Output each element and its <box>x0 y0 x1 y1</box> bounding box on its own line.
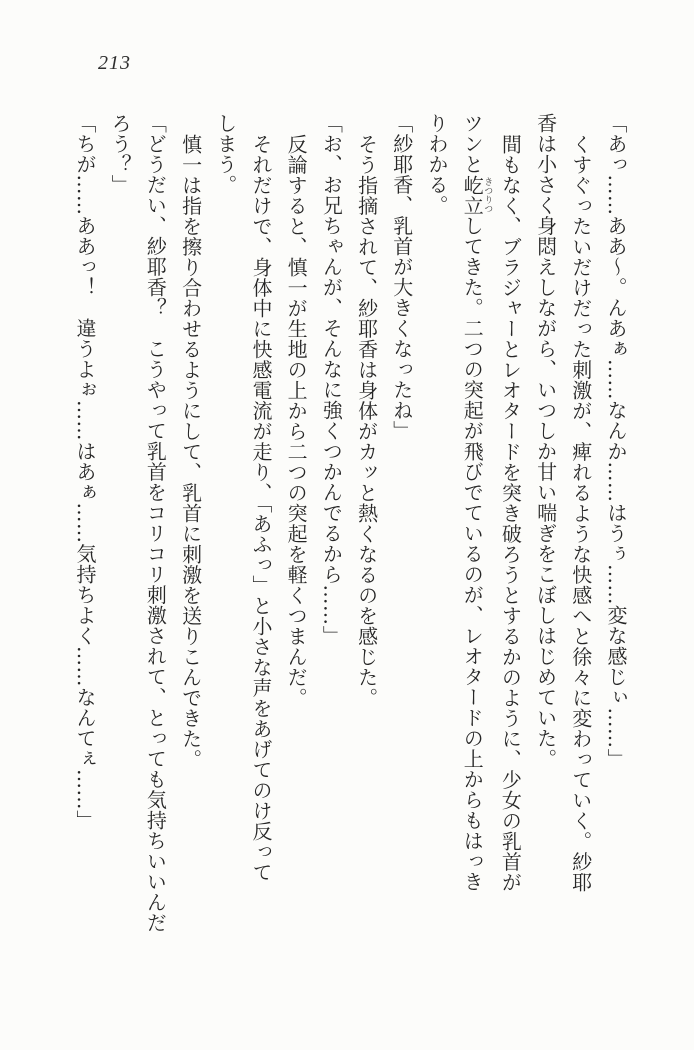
text-line: ツンと屹立きつりつしてきた。二つの突起が飛びでているのが、レオタードの上からもはっき <box>460 113 493 892</box>
text-line: りわかる。 <box>424 113 449 216</box>
text-line: くすぐったいだけだった刺激が、痺れるような快感へと徐々に変わっていく。紗耶 <box>568 134 593 893</box>
text-line: 反論すると、慎一が生地の上から二つの突起を軽くつまんだ。 <box>284 134 309 708</box>
text-line: しまう。 <box>213 113 238 195</box>
text-line: 「紗耶香、乳首が大きくなったね」 <box>389 113 414 441</box>
body-text <box>67 113 633 963</box>
page-number: 213 <box>98 52 131 74</box>
text-line: ろう？」 <box>108 113 133 195</box>
text-line: そう指摘されて、紗耶香は身体がカッと熱くなるのを感じた。 <box>354 134 379 708</box>
text-line: それだけで、身体中に快感電流が走り、「あふっ」と小さな声をあげてのけ反って <box>248 134 273 883</box>
furigana-annotation: 屹立きつりつ <box>460 174 493 216</box>
text-line: 「ちが……ああっ！ 違うよぉ……はあぁ……気持ちよく……なんてぇ……」 <box>72 113 97 831</box>
text-line: 「どうだい、紗耶香？ こうやって乳首をコリコリ刺激されて、とっても気持ちいいんだ <box>143 113 168 933</box>
text-line: 間もなく、ブラジャーとレオタードを突き破ろうとするかのように、少女の乳首が <box>498 134 523 893</box>
text-line: 「お、お兄ちゃんが、そんなに強くつかんでるから……」 <box>319 113 344 646</box>
text-line: 香は小さく身悶えしながら、いつしか甘い喘ぎをこぼしはじめていた。 <box>533 113 558 769</box>
text-line: 慎一は指を擦り合わせるようにして、乳首に刺激を送りこんできた。 <box>178 134 203 770</box>
text-line: 「あっ……ああ〜。んあぁ……なんか……はうぅ……変な感じぃ……」 <box>604 113 628 769</box>
